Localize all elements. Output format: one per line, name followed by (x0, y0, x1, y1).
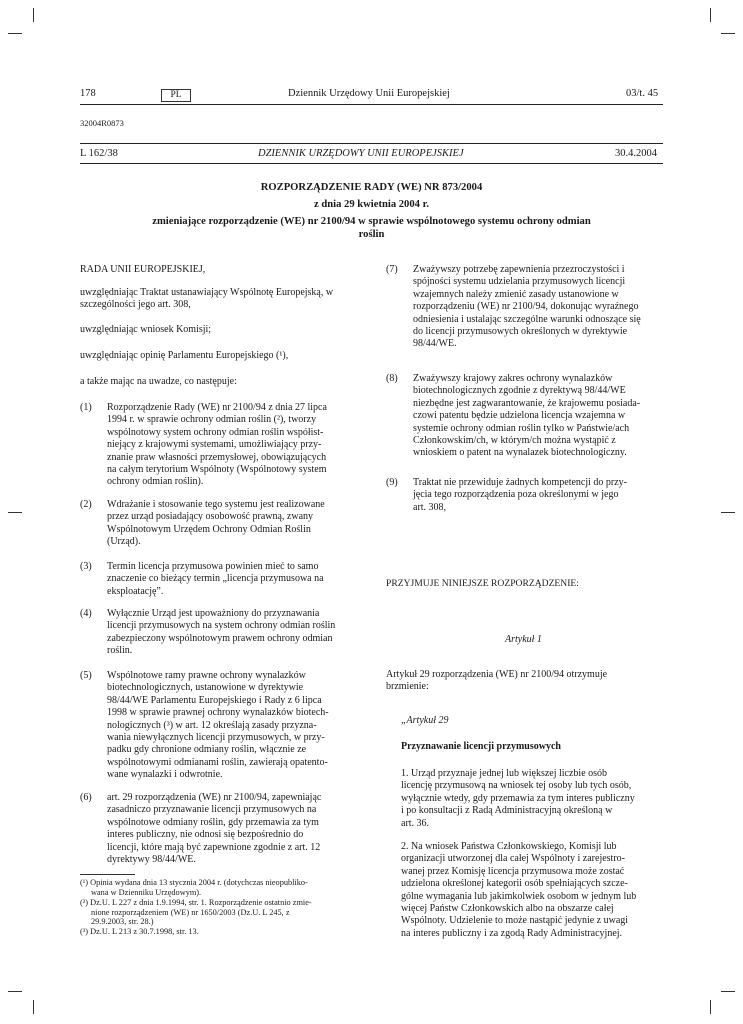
crop-mark-top-right-v (710, 8, 711, 22)
crop-mark-mid-left (8, 512, 22, 513)
article-29-paragraph-2: 2. Na wniosek Państwa Członkowskiego, Komisji lub organizacji utworzonej dla całej Wspólnoty i zarejestro- wanej przez Komisję licencja przymusowa może zostać udzielona określonej kategorii osób spełniających szcze- gólne wymagania lub jakimkolwiek osobom w jednym lub więcej Państw Członkowskich albo na obszarze całej Wspólnoty. Udzielenie to może nastąpić jedynie z uwagi na interes publiczny i za zgodą Rady Administracyjnej. (401, 841, 637, 939)
recital-4-number: (4) (80, 608, 92, 619)
recital-2-number: (2) (80, 499, 92, 510)
adoption-formula: PRZYJMUJE NINIEJSZE ROZPORZĄDZENIE: (386, 578, 579, 589)
oj-title: DZIENNIK URZĘDOWY UNII EUROPEJSKIEJ (258, 148, 464, 159)
recital-7-number: (7) (386, 264, 398, 275)
crop-mark-top-left-v (33, 8, 34, 22)
article-1-text: Artykuł 29 rozporządzenia (WE) nr 2100/94 otrzymuje brzmienie: (386, 669, 608, 693)
recital-8: Zważywszy krajowy zakres ochrony wynalazków biotechnologicznych zgodnie z dyrektywą 98/44/WE niezbędne jest zagwarantowanie, że krajowemu posiada- czowi patentu będzie udzielona licencja wzajemna w systemie ochrony odmian roślin tylko w Państwie/ach Członkowskim/ch, w którym/ch można wystąpić z wnioskiem o patent na wynalazek biotechnologiczny. (413, 373, 641, 459)
crop-mark-top-left-h (8, 33, 22, 34)
volume-ref: 03/t. 45 (626, 88, 659, 99)
recital-5-number: (5) (80, 670, 92, 681)
recital-1: Rozporządzenie Rady (WE) nr 2100/94 z dnia 27 lipca 1994 r. w sprawie ochrony odmian roślin (²), tworzy wspólnotowy system ochrony odmian roślin współist- niejący z krajowymi systemami, umożliwiający przy- znanie praw własności przemysłowej, obowiązujących na całym terytorium Wspólnoty (Wspólnotowy system ochrony odmian roślin). (107, 402, 327, 488)
journal-name: Dziennik Urzędowy Unii Europejskiej (288, 88, 450, 99)
crop-mark-top-right-h (721, 33, 735, 34)
recital-5: Wspólnotowe ramy prawne ochrony wynalazków biotechnologicznych, ustanowione w dyrektywie 98/44/WE Parlamentu Europejskiego i Rady z 6 lipca 1998 w sprawie prawnej ochrony wynalazków biotech- nologicznych (³) w art. 12 określają zasady przyzna- wania niewyłącznych licencji przymusowych, w przy- padku gdy chronione odmiany roślin, włącznie ze wspólnotowymi odmianami roślin, zawierają opatento- wane wynalazki i odwrotnie. (107, 670, 329, 781)
footnote-rule (80, 874, 135, 875)
celex-number: 32004R0873 (80, 118, 124, 128)
header-rule (80, 104, 663, 105)
crop-mark-bottom-right-v (710, 1000, 711, 1014)
recital-2: Wdrażanie i stosowanie tego systemu jest realizowane przez urząd posiadający osobowość prawną, zwany Wspólnotowym Urzędem Ochrony Odmian Roślin (Urząd). (107, 499, 325, 548)
recital-9: Traktat nie przewiduje żadnych kompetencji do przy- jęcia tego rozporządzenia poza określonymi w jego art. 308, (413, 477, 628, 513)
oj-rule-bottom (80, 163, 663, 164)
citation-treaty: uwzględniając Traktat ustanawiający Wspólnotę Europejską, w szczególności jego art. 308, (80, 287, 334, 311)
footnote-2: (²) Dz.U. L 227 z dnia 1.9.1994, str. 1. Rozporządzenie ostatnio zmie- nione rozporządzeniem (WE) nr 1650/2003 (Dz.U. L 245, z 29.9.2003, str. 28.) (80, 898, 312, 927)
crop-mark-bottom-left-h (8, 991, 22, 992)
page-number: 178 (80, 88, 96, 99)
citation-parliament: uwzględniając opinię Parlamentu Europejskiego (¹), (80, 350, 289, 361)
footnote-3: (³) Dz.U. L 213 z 30.7.1998, str. 13. (80, 927, 199, 936)
oj-reference: L 162/38 (80, 148, 118, 159)
regulation-subject: zmieniające rozporządzenie (WE) nr 2100/94 w sprawie wspólnotowego systemu ochrony odmian (152, 216, 591, 227)
recital-6: art. 29 rozporządzenia (WE) nr 2100/94, zapewniając zasadniczo przyznawanie licencji przymusowych na wspólnotowe odmiany roślin, gdy przemawia za tym interes publiczny, nie odnosi się bezpośrednio do licencji, które mają być zapewnione zgodnie z art. 12 dyrektywy 98/44/WE. (107, 792, 322, 866)
crop-mark-mid-right (721, 512, 735, 513)
quoted-article-title: Przyznawanie licencji przymusowych (401, 741, 561, 752)
regulation-date: z dnia 29 kwietnia 2004 r. (314, 199, 429, 210)
quoted-article-heading: „Artykuł 29 (401, 715, 449, 726)
language-box: PL (161, 89, 191, 102)
recital-8-number: (8) (386, 373, 398, 384)
article-29-paragraph-1: 1. Urząd przyznaje jednej lub większej liczbie osób licencję przymusową na wniosek tej osoby lub tych osób, wyłącznie wtedy, gdy przemawia za tym interes publiczny i po konsultacji z Radą Administracyjną określoną w art. 36. (401, 768, 635, 829)
recital-6-number: (6) (80, 792, 92, 803)
oj-date: 30.4.2004 (615, 148, 657, 159)
article-1-heading: Artykuł 1 (505, 634, 542, 645)
recital-9-number: (9) (386, 477, 398, 488)
footnote-1: (¹) Opinia wydana dnia 13 stycznia 2004 r. (dotychczas nieopubliko- wana w Dzienniku Urzędowym). (80, 878, 308, 897)
oj-rule-top (80, 143, 663, 144)
regulation-title: ROZPORZĄDZENIE RADY (WE) NR 873/2004 (260, 182, 483, 193)
whereas-intro: a także mając na uwadze, co następuje: (80, 376, 237, 387)
recital-4: Wyłącznie Urząd jest upoważniony do przyznawania licencji przymusowych na system ochrony odmian roślin zabezpieczony wspólnotowym prawem ochrony odmian roślin. (107, 608, 336, 657)
recital-3: Termin licencja przymusowa powinien mieć to samo znaczenie co bieżący termin „licencja przymusowa na eksploatację”. (107, 561, 324, 597)
regulation-subject-cont: roślin (358, 229, 385, 240)
council-intro: RADA UNII EUROPEJSKIEJ, (80, 264, 206, 275)
crop-mark-bottom-right-h (721, 991, 735, 992)
recital-7: Zważywszy potrzebę zapewnienia przezroczystości i spójności systemu udzielania przymusowych licencji wzajemnych należy zmienić zasady ustanowione w rozporządzeniu (WE) nr 2100/94, dokonując wyraźnego odniesienia i ustalając szczególne warunki odnoszące się do licencji przymusowych określonych w dyrektywie 98/44/WE. (413, 264, 641, 350)
recital-1-number: (1) (80, 402, 92, 413)
crop-mark-bottom-left-v (33, 1000, 34, 1014)
citation-commission: uwzględniając wniosek Komisji; (80, 324, 212, 335)
recital-3-number: (3) (80, 561, 92, 572)
